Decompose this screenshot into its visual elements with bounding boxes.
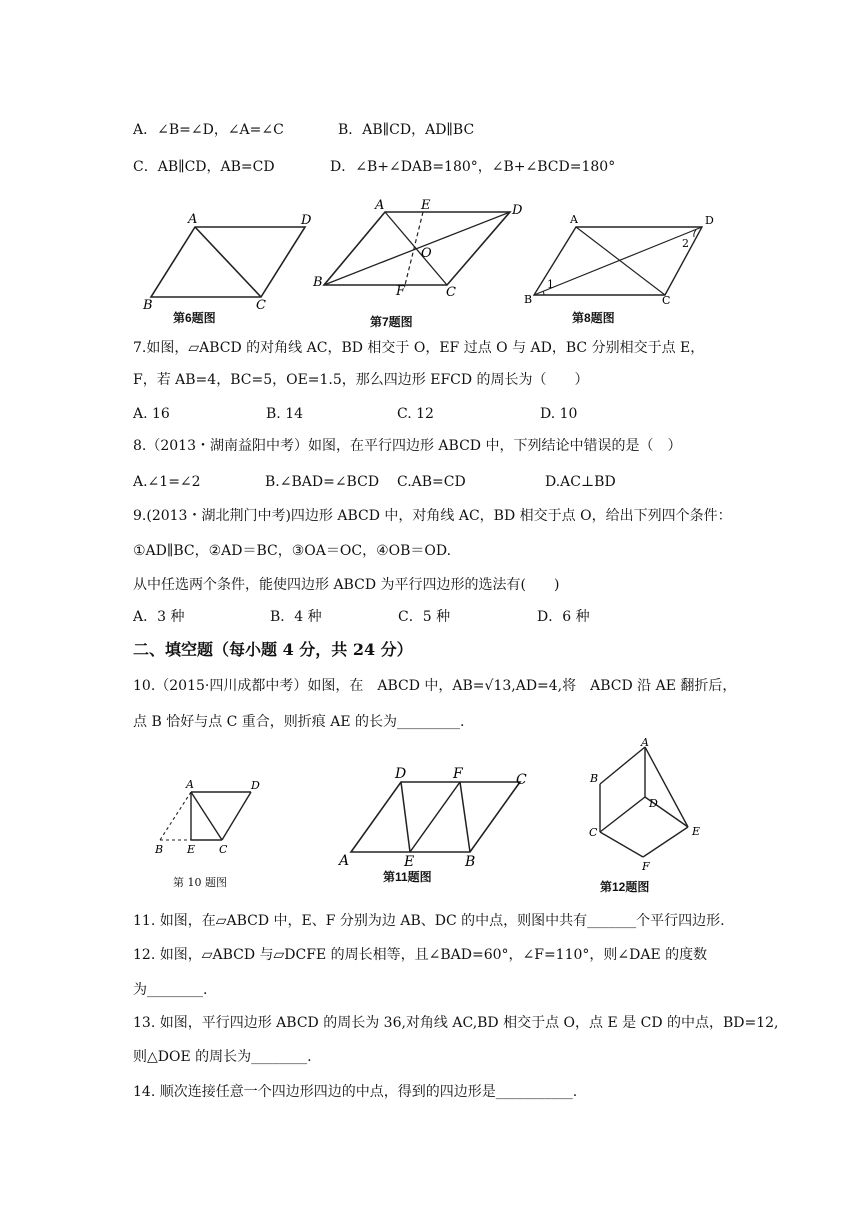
fig7-label-o: O xyxy=(421,246,432,261)
q7-option-a: A. 16 xyxy=(133,406,170,422)
fig7-label-f: F xyxy=(396,284,406,299)
fig10-label-b: B xyxy=(155,843,164,856)
fig10-label-c: C xyxy=(219,843,228,856)
fig6-caption: 第6题图 xyxy=(173,311,216,325)
fig8-label-1: 1 xyxy=(547,278,554,291)
q8-option-c: C.AB=CD xyxy=(397,474,466,490)
figure-6 xyxy=(135,205,315,330)
q7-option-c: C. 12 xyxy=(397,406,434,422)
fig7-diagonal-bd xyxy=(324,212,510,285)
fig11-label-c: C xyxy=(516,772,527,788)
fig7-label-a: A xyxy=(375,198,385,213)
fig6-label-d: D xyxy=(301,213,312,228)
fig6-diagonal-ac xyxy=(195,227,261,297)
fig12-label-f: F xyxy=(642,860,650,873)
q8-option-b: B.∠BAD=∠BCD xyxy=(265,474,380,490)
figure-12 xyxy=(585,735,710,875)
fig12-label-a: A xyxy=(641,736,649,749)
figure-10 xyxy=(145,775,270,860)
fig8-diagonal-bd xyxy=(534,227,702,295)
fig12-label-e: E xyxy=(692,825,701,838)
fig8-label-d: D xyxy=(705,214,714,227)
q7-option-b: B. 14 xyxy=(266,406,304,422)
fig12-edge-ab xyxy=(600,747,645,784)
fig7-label-c: C xyxy=(446,285,456,300)
fig7-label-b: B xyxy=(313,275,323,290)
q8-stem: 8.（2013・湖南益阳中考）如图，在平行四边形 ABCD 中，下列结论中错误的是（ ） xyxy=(133,438,682,454)
fig8-angle-2-arc xyxy=(694,230,696,237)
q14-text: 14. 顺次连接任意一个四边形四边的中点，得到的四边形是___________. xyxy=(133,1084,578,1100)
fig10-side-dc xyxy=(222,792,251,840)
q7-line1: 7.如图，▱ABCD 的对角线 AC，BD 相交于 O，EF 过点 O 与 AD，BC 分别相交于点 E， xyxy=(133,340,705,356)
q11-text: 11. 如图，在▱ABCD 中，E、F 分别为边 AB、DC 的中点，则图中共有_______个平行四边形. xyxy=(133,913,725,929)
fig7-caption: 第7题图 xyxy=(370,315,413,329)
q13-line2: 则△DOE 的周长为________. xyxy=(133,1049,312,1065)
fig11-segment-ef xyxy=(410,782,460,852)
fig6-label-a: A xyxy=(188,212,198,227)
fig8-diagonal-ac xyxy=(576,227,665,295)
q8-option-d: D.AC⊥BD xyxy=(545,474,616,490)
q7-line2: F，若 AB=4，BC=5，OE=1.5，那么四边形 EFCD 的周长为（ ） xyxy=(133,372,589,388)
fig12-edge-ae xyxy=(645,747,688,827)
fig7-label-d: D xyxy=(512,203,523,218)
q-prev-option-d: D．∠B+∠DAB=180°，∠B+∠BCD=180° xyxy=(330,159,616,175)
q12-line2: 为________. xyxy=(133,982,208,998)
q12-line1: 12. 如图，▱ABCD 与▱DCFE 的周长相等，且∠BAD=60°，∠F=110°，则∠DAE 的度数 xyxy=(133,947,708,963)
fig11-caption: 第11题图 xyxy=(383,870,432,884)
q9-option-d: D．6 种 xyxy=(537,609,590,625)
q9-line3: 从中任选两个条件，能使四边形 ABCD 为平行四边形的选法有( ) xyxy=(133,577,560,593)
figure-11 xyxy=(330,760,535,870)
fig11-label-d: D xyxy=(395,766,407,782)
fig10-caption: 第 10 题图 xyxy=(173,876,227,889)
fig8-label-2: 2 xyxy=(682,237,689,250)
q10-line1: 10.（2015·四川成都中考）如图，在 ABCD 中，AB=√13,AD=4,将 ABCD 沿 AE 翻折后， xyxy=(133,678,737,694)
q8-option-a: A.∠1=∠2 xyxy=(133,474,201,490)
figure-8 xyxy=(520,205,720,315)
fig10-dashed-ab xyxy=(160,792,191,840)
q-prev-option-c: C．AB∥CD，AB=CD xyxy=(133,159,275,175)
fig12-label-b: B xyxy=(590,772,599,785)
fig10-label-a: A xyxy=(186,778,194,791)
fig6-label-b: B xyxy=(143,298,153,313)
fig12-label-c: C xyxy=(589,826,598,839)
figure-7 xyxy=(305,195,535,330)
fig6-label-c: C xyxy=(256,298,266,313)
fig11-label-f: F xyxy=(453,766,463,782)
fig8-label-b: B xyxy=(524,293,533,306)
fig11-label-e: E xyxy=(404,854,415,870)
q-prev-option-b: B．AB∥CD，AD∥BC xyxy=(338,122,475,138)
fig12-edge-fe xyxy=(643,827,688,857)
section-2-title: 二、填空题（每小题 4 分，共 24 分） xyxy=(133,640,413,659)
q9-line1: 9.(2013・湖北荆门中考)四边形 ABCD 中，对角线 AC，BD 相交于点 O，给出下列四个条件： xyxy=(133,508,732,524)
q9-line2: ①AD∥BC，②AD＝BC，③OA＝OC，④OB＝OD. xyxy=(133,543,452,559)
q9-option-b: B．4 种 xyxy=(270,609,322,625)
q7-option-d: D. 10 xyxy=(540,406,578,422)
fig11-label-b: B xyxy=(465,854,476,870)
q-prev-option-a: A．∠B=∠D，∠A=∠C xyxy=(133,122,284,138)
fig10-label-e: E xyxy=(187,843,196,856)
fig8-label-c: C xyxy=(662,294,671,307)
fig12-caption: 第12题图 xyxy=(600,880,650,894)
fig8-caption: 第8题图 xyxy=(572,311,615,325)
fig12-edge-cf xyxy=(600,832,643,857)
fig12-edge-cd xyxy=(600,797,645,832)
q10-line2: 点 B 恰好与点 C 重合，则折痕 AE 的长为_________. xyxy=(133,714,465,730)
q9-option-c: C．5 种 xyxy=(398,609,451,625)
fig7-label-e: E xyxy=(421,198,431,213)
fig12-label-d: D xyxy=(649,797,658,810)
fig11-label-a: A xyxy=(339,853,350,869)
fig11-segment-de xyxy=(401,782,410,852)
fig10-label-d: D xyxy=(251,779,260,792)
q13-line1: 13. 如图，平行四边形 ABCD 的周长为 36,对角线 AC,BD 相交于点 O，点 E 是 CD 的中点，BD=12, xyxy=(133,1015,779,1031)
fig11-segment-fb xyxy=(460,782,470,852)
q9-option-a: A．3 种 xyxy=(133,609,185,625)
fig8-label-a: A xyxy=(570,213,578,226)
fig10-segment-ac xyxy=(191,792,222,840)
